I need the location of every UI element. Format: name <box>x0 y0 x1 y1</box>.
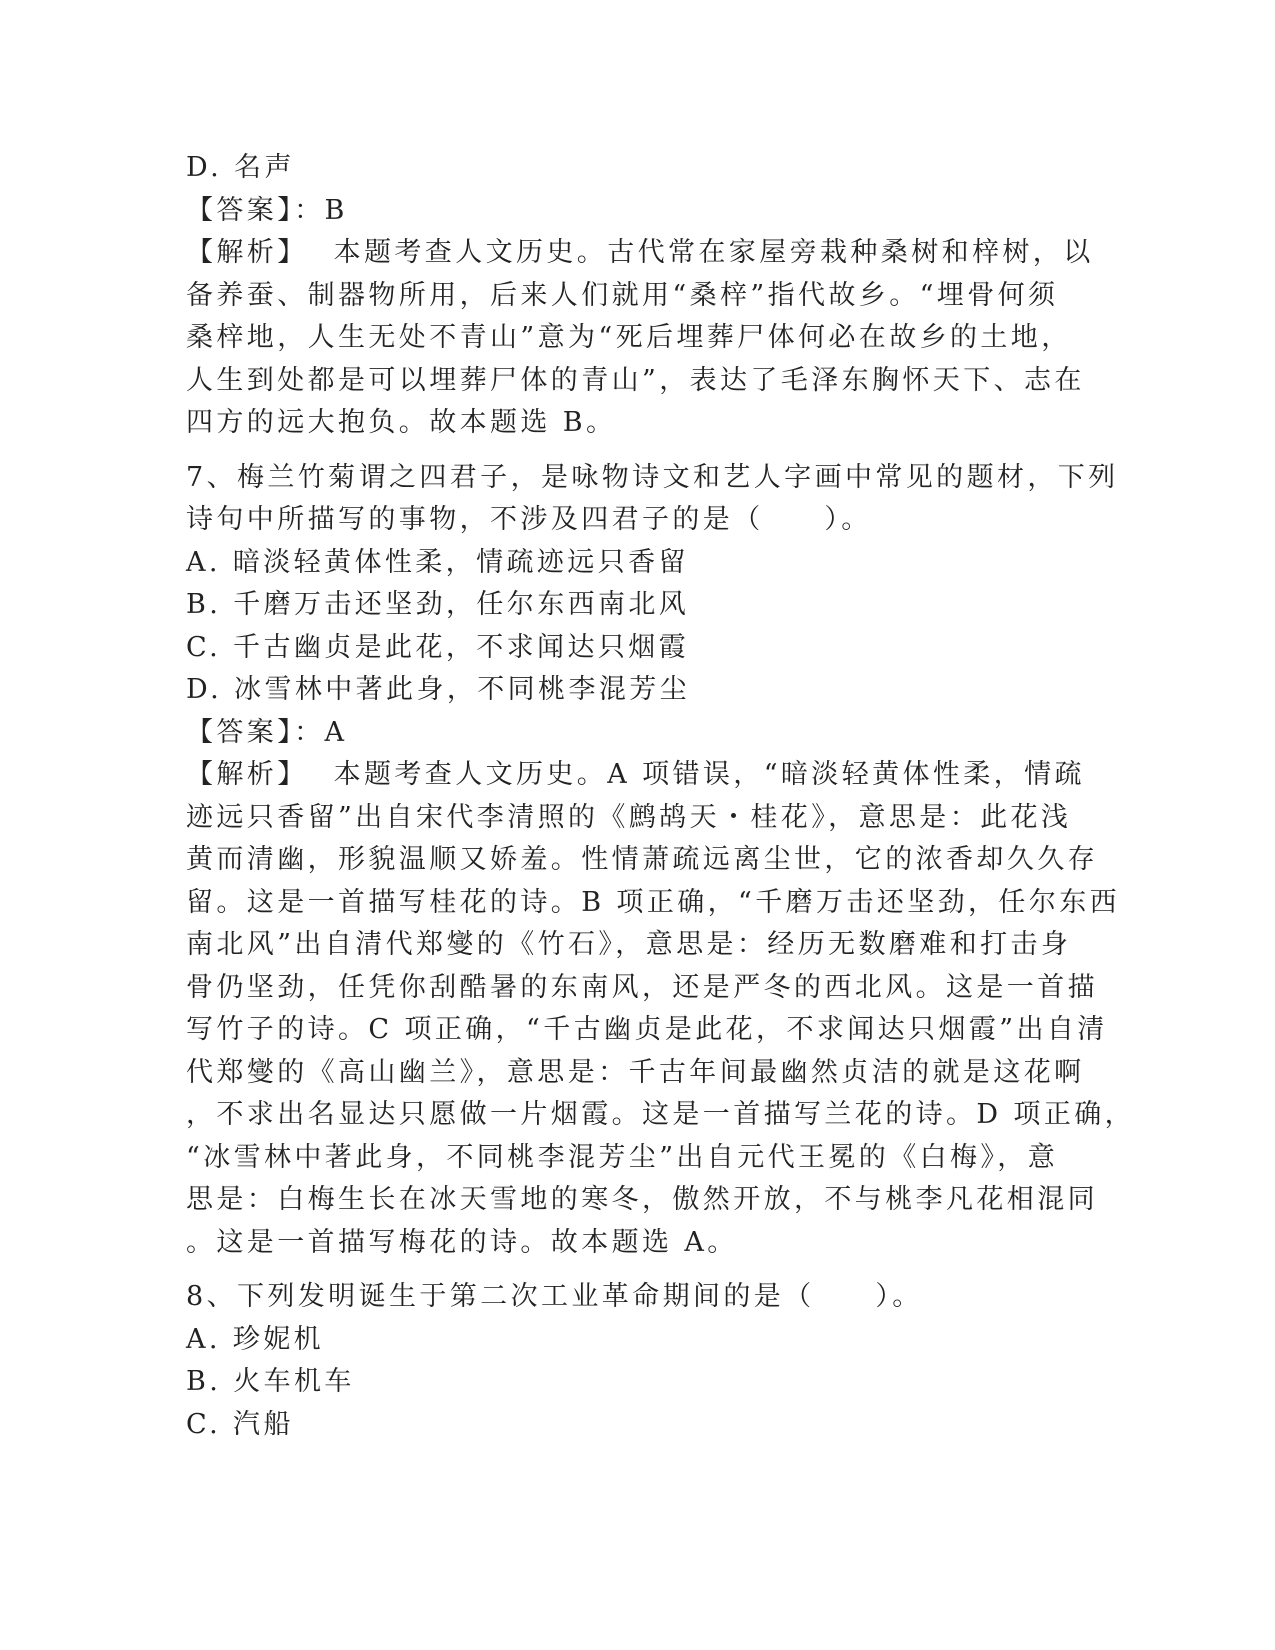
q7-explanation-line-3: 留。这是一首描写桂花的诗。B 项正确，“千磨万击还坚劲，任尔东西 <box>186 886 1121 918</box>
answer-label: 【答案】 <box>186 194 295 226</box>
answer-value: B <box>324 194 348 226</box>
q7-stem-line-0: 7、梅兰竹菊谓之四君子，是咏物诗文和艺人字画中常见的题材，下列 <box>186 461 1119 493</box>
q7-explanation-line-1: 迹远只香留”出自宋代李清照的《鹧鸪天・桂花》，意思是：此花浅 <box>186 801 1072 833</box>
q8-option-a: A. 珍妮机 <box>186 1323 325 1355</box>
q7-explanation-line-6: 写竹子的诗。C 项正确，“千古幽贞是此花，不求闻达只烟霞”出自清 <box>186 1014 1108 1045</box>
page-content <box>186 147 1136 1446</box>
q8-option-b: B. 火车机车 <box>186 1366 355 1397</box>
answer-separator: ： <box>294 716 325 748</box>
q7-option-a: A. 暗淡轻黄体性柔，情疏迹远只香留 <box>186 546 689 578</box>
q7-explanation-line-8: ，不求出名显达只愿做一片烟霞。这是一首描写兰花的诗。D 项正确， <box>186 1099 1136 1130</box>
q7-explanation-line-9: “冰雪林中著此身，不同桃李混芳尘”出自元代王冕的《白梅》，意 <box>186 1141 1059 1173</box>
q7-explanation-line-11: 。这是一首描写梅花的诗。故本题选 A。 <box>186 1226 738 1258</box>
q8-option-c: C. 汽船 <box>186 1408 294 1440</box>
q6-explanation-line-4: 四方的远大抱负。故本题选 B。 <box>186 407 617 438</box>
q6-explanation-line-2: 桑梓地，人生无处不青山”意为“死后埋葬尸体何必在故乡的土地， <box>186 322 1072 353</box>
q8-stem-line-0: 8、下列发明诞生于第二次工业革命期间的是（ ）。 <box>186 1281 923 1312</box>
q7-explanation-line-4: 南北风”出自清代郑燮的《竹石》，意思是：经历无数磨难和打击身 <box>186 929 1072 960</box>
explanation-label: 【解析】 <box>186 759 308 790</box>
q6-explanation-line-0 <box>186 232 1094 275</box>
q7-explanation-line-5: 骨仍坚劲，任凭你刮酷暑的东南风，还是严冬的西北风。这是一首描 <box>186 971 1098 1003</box>
answer-separator: ： <box>294 194 325 226</box>
q7-option-b: B. 千磨万击还坚劲，任尔东西南北风 <box>186 589 690 620</box>
q7-answer <box>186 712 1076 755</box>
q6-option-d: D. 名声 <box>186 152 295 183</box>
q7-explanation-line-10: 思是：白梅生长在冰天雪地的寒冬，傲然开放，不与桃李凡花相混同 <box>186 1184 1098 1215</box>
q7-explanation-line-2: 黄而清幽，形貌温顺又娇羞。性情萧疏远离尘世，它的浓香却久久存 <box>186 844 1098 875</box>
q7-explanation-line-7: 代郑燮的《高山幽兰》，意思是：千古年间最幽然贞洁的就是这花啊 <box>186 1056 1085 1088</box>
explanation-text: 本题考查人文历史。古代常在家屋旁栽种桑树和梓树，以 <box>333 237 1094 268</box>
q6-explanation-line-1: 备养蚕、制器物所用，后来人们就用“桑梓”指代故乡。“埋骨何须 <box>186 279 1059 311</box>
answer-label: 【答案】 <box>186 716 295 748</box>
explanation-text: 本题考查人文历史。A 项错误，“暗淡轻黄体性柔，情疏 <box>333 759 1085 790</box>
q6-answer <box>186 190 1076 233</box>
q7-option-c: C. 千古幽贞是此花，不求闻达只烟霞 <box>186 631 690 663</box>
q6-explanation-line-3: 人生到处都是可以埋葬尸体的青山”，表达了毛泽东胸怀天下、志在 <box>186 364 1085 396</box>
explanation-label: 【解析】 <box>186 237 308 268</box>
q7-option-d: D. 冰雪林中著此身，不同桃李混芳尘 <box>186 674 691 705</box>
answer-value: A <box>324 716 348 748</box>
q7-stem-line-1: 诗句中所描写的事物，不涉及四君子的是（ ）。 <box>186 504 872 535</box>
q7-explanation-line-0 <box>186 754 1085 797</box>
